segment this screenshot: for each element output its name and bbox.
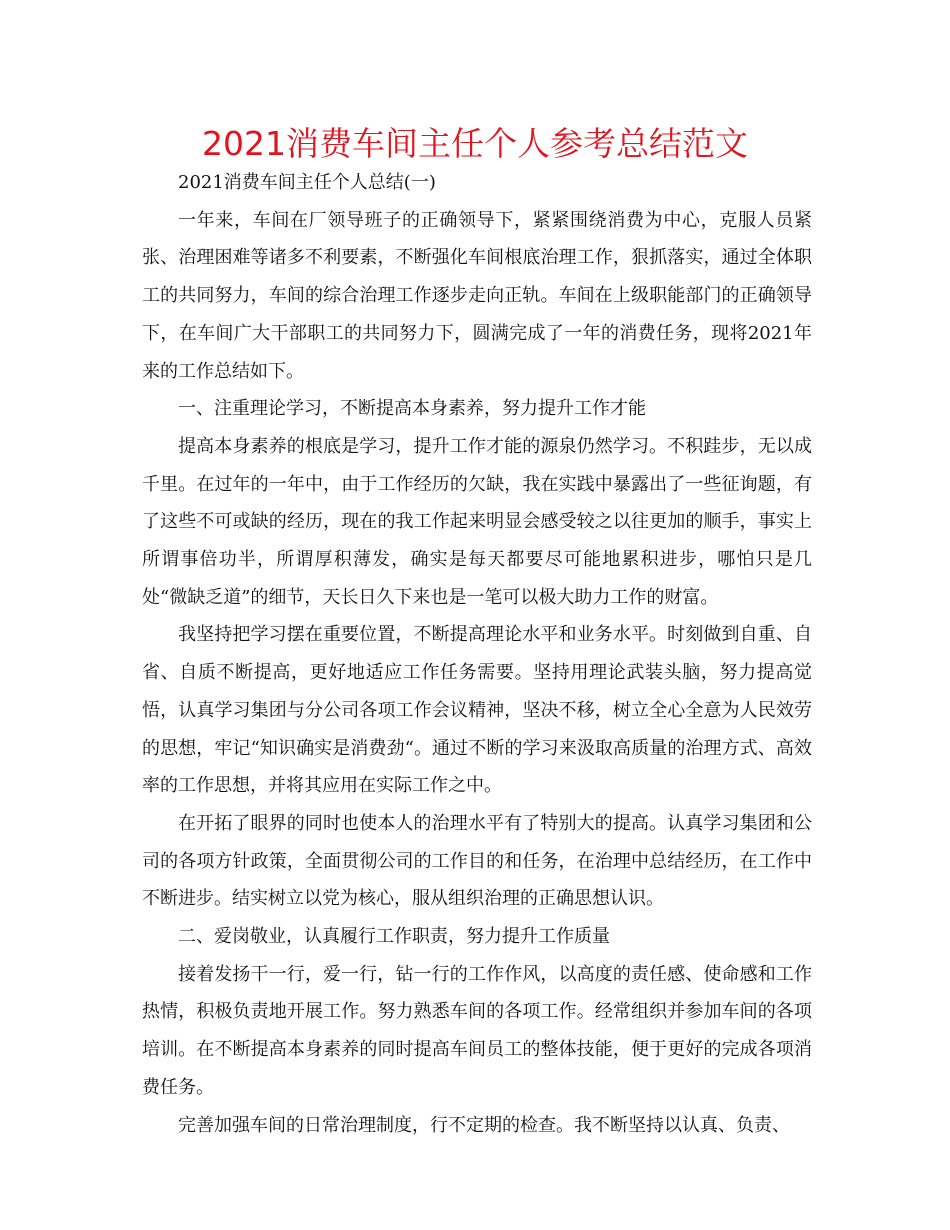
paragraph-subtitle: 2021消费车间主任个人总结(一) xyxy=(178,172,436,193)
paragraph: 我坚持把学习摆在重要位置，不断提高理论水平和业务水平。时刻做到自重、自省、自质不断提高，更好地适应工作任务需要。坚持用理论武装头脑，努力提高觉悟，认真学习集团与分公司各项工作会议精神，坚决不移，树立全心全意为人民效劳的思想，牢记“知识确实是消费劲“。通过不断的学习来汲取高质量的治理方式、高效率的工作思想，并将其应用在实际工作之中。 xyxy=(142,624,812,797)
section-heading: 二、爱岗敬业，认真履行工作职责，努力提升工作质量 xyxy=(178,926,610,948)
paragraph: 一年来，车间在厂领导班子的正确领导下，紧紧围绕消费为中心，克服人员紧张、治理困难等诸多不利要素，不断强化车间根底治理工作，狠抓落实，通过全体职工的共同努力，车间的综合治理工作逐步走向正轨。车间在上级职能部门的正确领导下，在车间广大干部职工的共同努力下，圆满完成了一年的消费任务，现将2021年来的工作总结如下。 xyxy=(142,209,812,382)
paragraph: 完善加强车间的日常治理制度，行不定期的检查。我不断坚持以认真、负责、 xyxy=(178,1114,790,1136)
paragraph: 在开拓了眼界的同时也使本人的治理水平有了特别大的提高。认真学习集团和公司的各项方针政策，全面贯彻公司的工作目的和任务，在治理中总结经历，在工作中不断进步。结实树立以党为核心，服从组织治理的正确思想认识。 xyxy=(142,812,812,910)
document-body xyxy=(142,164,812,1144)
paragraph: 接着发扬干一行，爱一行，钻一行的工作作风，以高度的责任感、使命感和工作热情，积极负责地开展工作。努力熟悉车间的各项工作。经常组织并参加车间的各项培训。在不断提高本身素养的同时提高车间员工的整体技能，便于更好的完成各项消费任务。 xyxy=(142,963,812,1098)
document-title: 2021消费车间主任个人参考总结范文 xyxy=(202,124,748,163)
paragraph: 提高本身素养的根底是学习，提升工作才能的源泉仍然学习。不积跬步，无以成千里。在过年的一年中，由于工作经历的欠缺，我在实践中暴露出了一些征询题，有了这些不可或缺的经历，现在的我工作起来明显会感受较之以往更加的顺手，事实上所谓事倍功半，所谓厚积薄发，确实是每天都要尽可能地累积进步，哪怕只是几处“微缺乏道”的细节，天长日久下来也是一笔可以极大助力工作的财富。 xyxy=(142,435,812,608)
section-heading: 一、注重理论学习，不断提高本身素养，努力提升工作才能 xyxy=(178,398,646,420)
